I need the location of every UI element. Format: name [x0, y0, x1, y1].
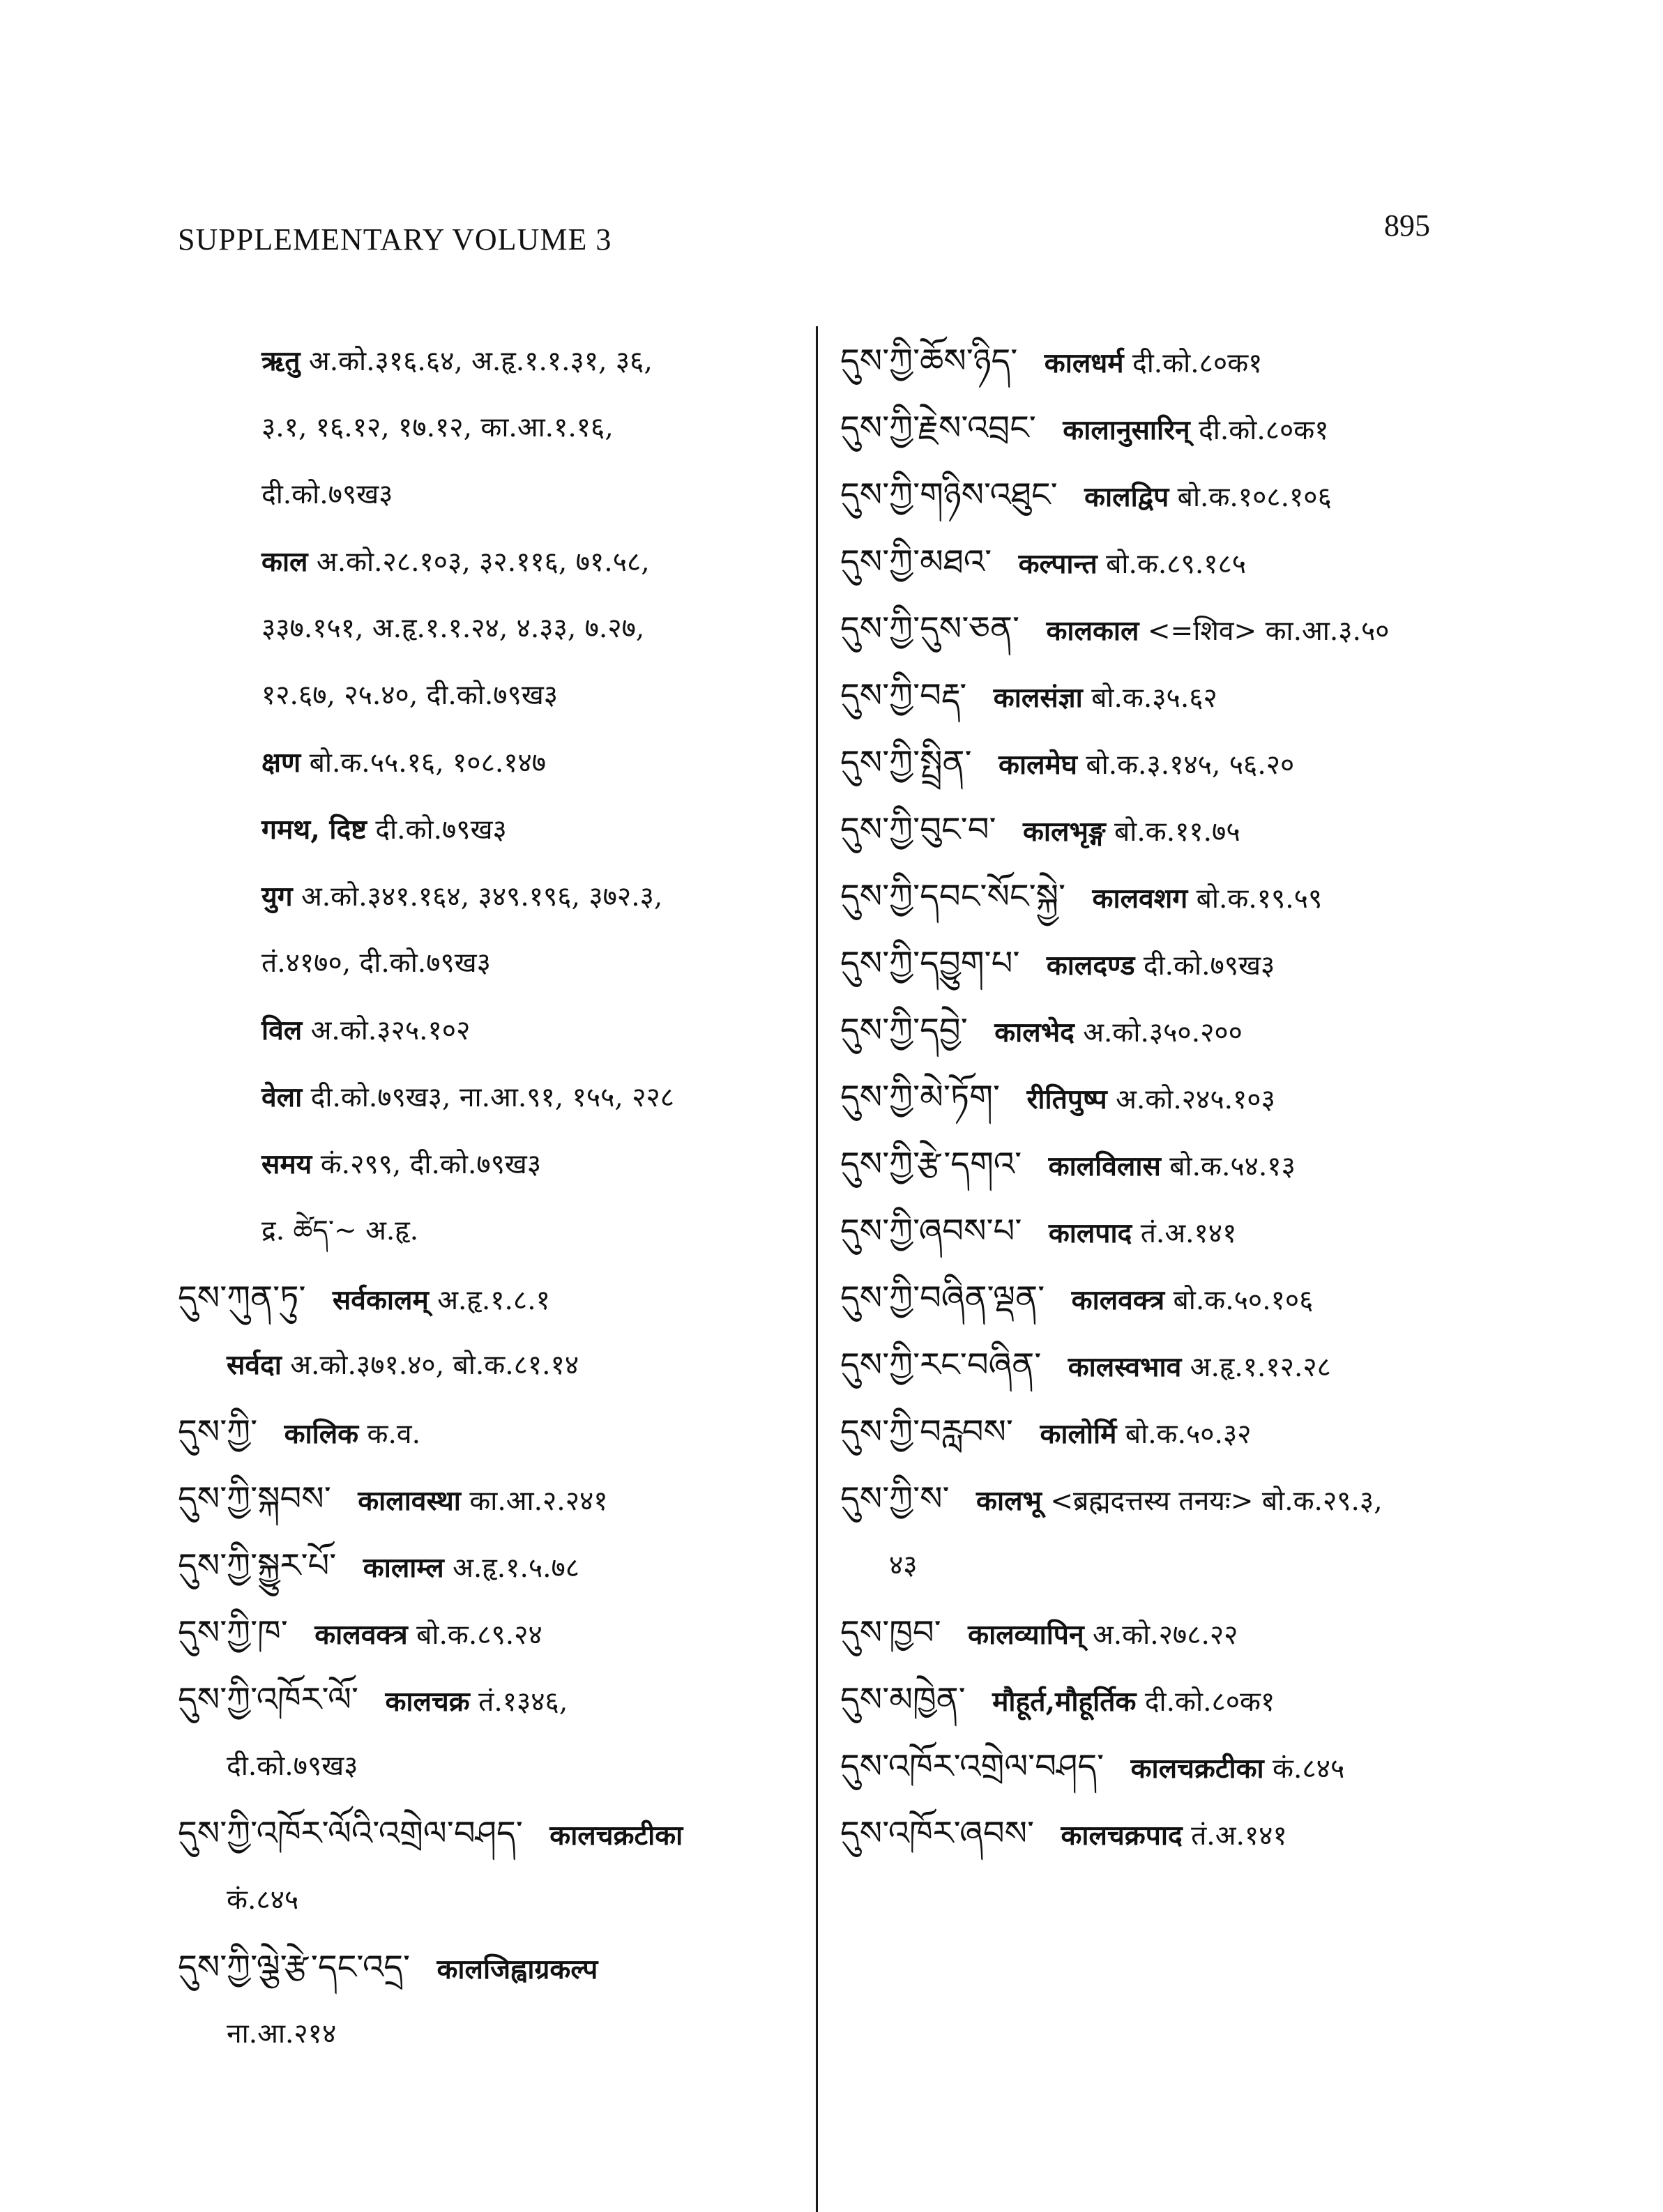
dictionary-line — [178, 1198, 805, 1265]
reference: बो.क.८९.१८५ — [1106, 549, 1247, 580]
column-divider — [816, 326, 818, 2212]
sanskrit-term: कालभू — [976, 1485, 1042, 1517]
tibetan-headword: དུས་ཀུན་ཏུ་ — [178, 1279, 306, 1318]
tibetan-headword: དུས་ཀྱི་དབྱུག་པ་ — [840, 944, 1020, 983]
dictionary-line — [178, 1532, 805, 1599]
reference: दी.को.७९ख३ — [261, 479, 393, 510]
dictionary-line — [178, 528, 805, 595]
dictionary-line — [178, 1064, 805, 1131]
dictionary-line — [840, 1064, 1635, 1131]
dictionary-line — [840, 1599, 1635, 1666]
dictionary-line — [178, 1934, 805, 2001]
dictionary-line — [840, 1532, 1635, 1599]
reference: बो.क.८९.२४ — [416, 1619, 542, 1651]
tibetan-headword: དུས་ཀྱི་ — [178, 1412, 258, 1451]
dictionary-line — [178, 595, 805, 662]
dictionary-line — [178, 863, 805, 930]
sanskrit-term: क्षण — [261, 747, 301, 779]
tibetan-headword: དུས་ཀྱི་བརྡ་ — [840, 676, 967, 715]
dictionary-line — [840, 1198, 1635, 1265]
dictionary-line — [178, 328, 805, 395]
sanskrit-term: सर्वदा — [227, 1349, 282, 1381]
dictionary-line — [840, 729, 1635, 796]
dictionary-line — [178, 1465, 805, 1532]
sanskrit-term: काल — [261, 546, 308, 578]
sanskrit-term: कालावस्था — [358, 1485, 461, 1517]
reference: अ.को.२७८.२२ — [1093, 1619, 1238, 1651]
dictionary-line — [178, 1733, 805, 1800]
reference: अ.हृ.१.५.७८ — [453, 1553, 580, 1584]
sanskrit-term: कालभृङ्ग — [1022, 816, 1106, 848]
sanskrit-term: कालव्यापिन् — [968, 1619, 1084, 1651]
dictionary-line — [178, 1131, 805, 1198]
dictionary-line — [178, 1398, 805, 1465]
dictionary-line — [178, 930, 805, 997]
reference: कं.८४५ — [1273, 1753, 1345, 1785]
reference: बो.क.१०८.१०६ — [1177, 482, 1332, 513]
tibetan-headword: དུས་ཀྱི་རང་བཞིན་ — [840, 1345, 1042, 1385]
dictionary-line — [840, 863, 1635, 930]
reference: दी.को.८०क१ — [1132, 348, 1263, 379]
sanskrit-term: कालद्विप — [1084, 481, 1169, 513]
dictionary-line — [840, 528, 1635, 595]
reference: दी.को.७९ख३, ना.आ.९१, १५५, २२८ — [310, 1082, 675, 1113]
reference: बो.क.५५.१६, १०८.१४७ — [309, 747, 547, 779]
sanskrit-term: कालविलास — [1048, 1150, 1161, 1182]
sanskrit-term: समय — [261, 1148, 312, 1180]
dictionary-line — [178, 395, 805, 462]
sanskrit-term: कालचक्रटीका — [1130, 1753, 1264, 1785]
dictionary-line — [840, 595, 1635, 662]
dictionary-line — [178, 1265, 805, 1332]
dictionary-line — [840, 1398, 1635, 1465]
reference: दी.को.८०क१ — [1144, 1686, 1275, 1718]
dictionary-line — [840, 796, 1635, 863]
tibetan-headword: དུས་ཀྱི་སྐབས་ — [178, 1479, 331, 1518]
dictionary-line — [178, 1800, 805, 1867]
dictionary-line — [840, 930, 1635, 997]
reference: ३.१, १६.१२, १७.१२, का.आ.१.१६, — [261, 412, 614, 443]
tibetan-headword: དུས་ཀྱི་བུང་བ་ — [840, 810, 996, 849]
reference: क.व. — [367, 1419, 420, 1450]
tibetan-headword: དུས་ཀྱི་རྩེ་དགའ་ — [840, 1145, 1022, 1184]
reference: <=शिव> का.आ.३.५० — [1147, 616, 1390, 647]
page-number: 895 — [1384, 208, 1430, 243]
sanskrit-term: कालिक — [284, 1418, 359, 1450]
tibetan-headword: དུས་ཀྱི་འཁོར་ལོ་ — [178, 1680, 359, 1719]
reference: बो.क.५४.१३ — [1169, 1151, 1296, 1182]
reference: तं.अ.१४१ — [1140, 1218, 1237, 1249]
sanskrit-term: कालसंज्ञा — [993, 682, 1083, 714]
dictionary-line — [178, 1867, 805, 1934]
reference: १२.६७, २५.४०, दी.को.७९ख३ — [261, 680, 559, 711]
tibetan-headword: དུས་ཀྱི་བརླབས་ — [840, 1412, 1014, 1451]
dictionary-line — [178, 997, 805, 1064]
sanskrit-term: वेला — [261, 1081, 303, 1113]
tibetan-headword: དུས་ཀྱི་དབྱེ་ — [840, 1011, 968, 1050]
tibetan-headword: དུས་ཀྱི་གཉིས་འཐུང་ — [840, 475, 1058, 514]
tibetan-headword: དུས་ཀྱི་སྐྱུར་པོ་ — [178, 1546, 337, 1585]
reference: दी.को.७९ख३ — [375, 814, 507, 846]
sanskrit-term: कालवशग — [1092, 883, 1188, 915]
reference: बो.क.५०.१०६ — [1173, 1285, 1314, 1316]
running-head: SUPPLEMENTARY VOLUME 3 — [178, 222, 612, 257]
dictionary-line — [840, 1131, 1635, 1198]
sanskrit-term: मौहूर्त,मौहूर्तिक — [992, 1686, 1137, 1718]
reference: अ.हृ.१.१२.२८ — [1190, 1352, 1331, 1383]
tibetan-headword: དུས་ཀྱི་རྗེས་འབྲང་ — [840, 409, 1036, 448]
sanskrit-term: कालस्वभाव — [1068, 1351, 1182, 1383]
sanskrit-term: कालपाद — [1048, 1217, 1132, 1249]
sanskrit-term: कालवक्त्र — [1071, 1284, 1165, 1316]
tibetan-headword: དུས་ཀྱི་ཁ་ — [178, 1613, 288, 1652]
sanskrit-term: गमथ, दिष्ट — [261, 814, 367, 846]
reference: बो.क.३.१४५, ५६.२० — [1086, 749, 1295, 781]
sanskrit-term: कालचक्रपाद — [1061, 1820, 1183, 1852]
dictionary-line — [178, 1666, 805, 1733]
reference: दी.को.८०क१ — [1199, 415, 1329, 446]
tibetan-headword: དུས་ཀྱི་དུས་ཅན་ — [840, 609, 1020, 648]
reference: ना.आ.२१४ — [227, 2018, 337, 2050]
sanskrit-term: कालदण्ड — [1046, 949, 1135, 982]
reference: अ.को.३५०.२०० — [1083, 1017, 1243, 1048]
reference: अ.हृ.१.८.१ — [437, 1285, 550, 1316]
dictionary-line — [840, 1666, 1635, 1733]
tibetan-headword: དུས་ཀྱི་ས་ — [840, 1479, 950, 1518]
reference: ४३ — [889, 1550, 918, 1581]
reference: बो.क.१९.५९ — [1196, 883, 1323, 915]
dictionary-line — [840, 1733, 1635, 1800]
sanskrit-term: कालवक्त्र — [314, 1619, 408, 1651]
dictionary-line — [178, 729, 805, 796]
sanskrit-term: कालमेघ — [998, 749, 1077, 781]
reference: बो.क.११.७५ — [1114, 816, 1240, 848]
reference: तं.४१७०, दी.को.७९ख३ — [261, 947, 491, 979]
sanskrit-term: कालभेद — [994, 1016, 1075, 1048]
dictionary-line — [840, 997, 1635, 1064]
reference: तं.अ.१४१ — [1191, 1820, 1287, 1852]
sanskrit-term: कालकाल — [1046, 615, 1139, 647]
reference: बो.क.३५.६२ — [1091, 682, 1217, 714]
dictionary-line — [840, 1332, 1635, 1398]
sanskrit-term: कालधर्म — [1044, 347, 1124, 379]
tibetan-headword: དུས་ཀྱི་མེ་ཏོག་ — [840, 1078, 1001, 1117]
sanskrit-term: विल — [261, 1014, 303, 1046]
dictionary-line — [840, 1265, 1635, 1332]
reference: अ.को.२८.१०३, ३२.११६, ७१.५८, — [316, 547, 650, 578]
dictionary-line — [840, 1465, 1635, 1532]
reference: दी.को.७९ख३ — [1143, 950, 1275, 982]
sanskrit-term: कालाम्ल — [363, 1552, 444, 1584]
sanskrit-term: रीतिपुष्प — [1026, 1083, 1107, 1115]
reference: अ.को.३१६.६४, अ.हृ.१.१.३१, ३६, — [308, 346, 653, 377]
reference: कं.८४५ — [227, 1884, 299, 1916]
tibetan-headword: དུས་ཁྱབ་ — [840, 1613, 941, 1652]
reference: अ.को.२४५.१०३ — [1116, 1084, 1275, 1115]
tibetan-headword: དུས་ཀྱི་དབང་སོང་སྐྱེ་ — [840, 877, 1066, 916]
reference: अ.को.३४१.१६४, ३४९.१९६, ३७२.३, — [301, 881, 663, 913]
tibetan-headword: དུས་ཀྱི་ལྕེ་རྩེ་དང་འདྲ་ — [178, 1948, 411, 1987]
sanskrit-term: कालोर्मि — [1040, 1418, 1117, 1450]
tibetan-headword: དུས་ཀྱི་འཁོར་ལོའི་འགྲེལ་བཤད་ — [178, 1814, 523, 1853]
sanskrit-term: युग — [261, 880, 293, 913]
tibetan-headword: དུས་མཁྱེན་ — [840, 1680, 966, 1719]
reference: बो.क.५०.३२ — [1125, 1419, 1252, 1450]
dictionary-line — [178, 796, 805, 863]
right-column — [840, 328, 1635, 1867]
dictionary-line — [178, 2001, 805, 2068]
sanskrit-term: कल्पान्त — [1018, 548, 1098, 580]
sanskrit-term: कालचक्रटीका — [549, 1820, 683, 1852]
dictionary-line — [840, 662, 1635, 729]
sanskrit-term: ऋतु — [261, 345, 301, 377]
dictionary-line — [178, 462, 805, 528]
tibetan-headword: དུས་ཀྱི་སྤྲིན་ — [840, 743, 972, 782]
reference: कं.२९९, दी.को.७९ख३ — [320, 1149, 542, 1180]
sanskrit-term: सर्वकालम् — [332, 1284, 429, 1316]
tibetan-headword: དུས་ཀྱི་མཐའ་ — [840, 542, 992, 581]
dictionary-line — [178, 1332, 805, 1398]
dictionary-line — [840, 395, 1635, 462]
dictionary-line — [178, 1599, 805, 1666]
reference: तं.१३४६, — [478, 1686, 568, 1718]
reference: दी.को.७९ख३ — [227, 1750, 358, 1782]
tibetan-headword: དུས་འཁོར་ཞབས་ — [840, 1814, 1035, 1853]
dictionary-line — [840, 1800, 1635, 1867]
reference: द्र. ཚེད་~ अ.हृ. — [261, 1215, 419, 1246]
sanskrit-term: कालजिह्वाग्रकल्प — [436, 1953, 598, 1985]
dictionary-line — [840, 462, 1635, 528]
tibetan-headword: དུས་ཀྱི་བཞིན་ལྡན་ — [840, 1279, 1045, 1318]
sanskrit-term: कालानुसारिन् — [1063, 414, 1190, 446]
reference: का.आ.२.२४१ — [469, 1486, 608, 1517]
reference: ३३७.१५१, अ.हृ.१.१.२४, ४.३३, ७.२७, — [261, 613, 645, 644]
dictionary-line — [178, 662, 805, 729]
reference: <ब्रह्मदत्तस्य तनयः> बो.क.२९.३, — [1050, 1486, 1383, 1517]
dictionary-line — [840, 328, 1635, 395]
tibetan-headword: དུས་ཀྱི་ཆོས་ཉིད་ — [840, 342, 1018, 381]
tibetan-headword: དུས་ཀྱི་ཞབས་པ་ — [840, 1212, 1022, 1251]
tibetan-headword: དུས་འཁོར་འགྲེལ་བཤད་ — [840, 1747, 1104, 1786]
reference: अ.को.३२५.१०२ — [310, 1015, 471, 1046]
reference: अ.को.३७१.४०, बो.क.८१.१४ — [290, 1350, 579, 1381]
sanskrit-term: कालचक्र — [385, 1686, 470, 1718]
left-column — [178, 328, 805, 2068]
